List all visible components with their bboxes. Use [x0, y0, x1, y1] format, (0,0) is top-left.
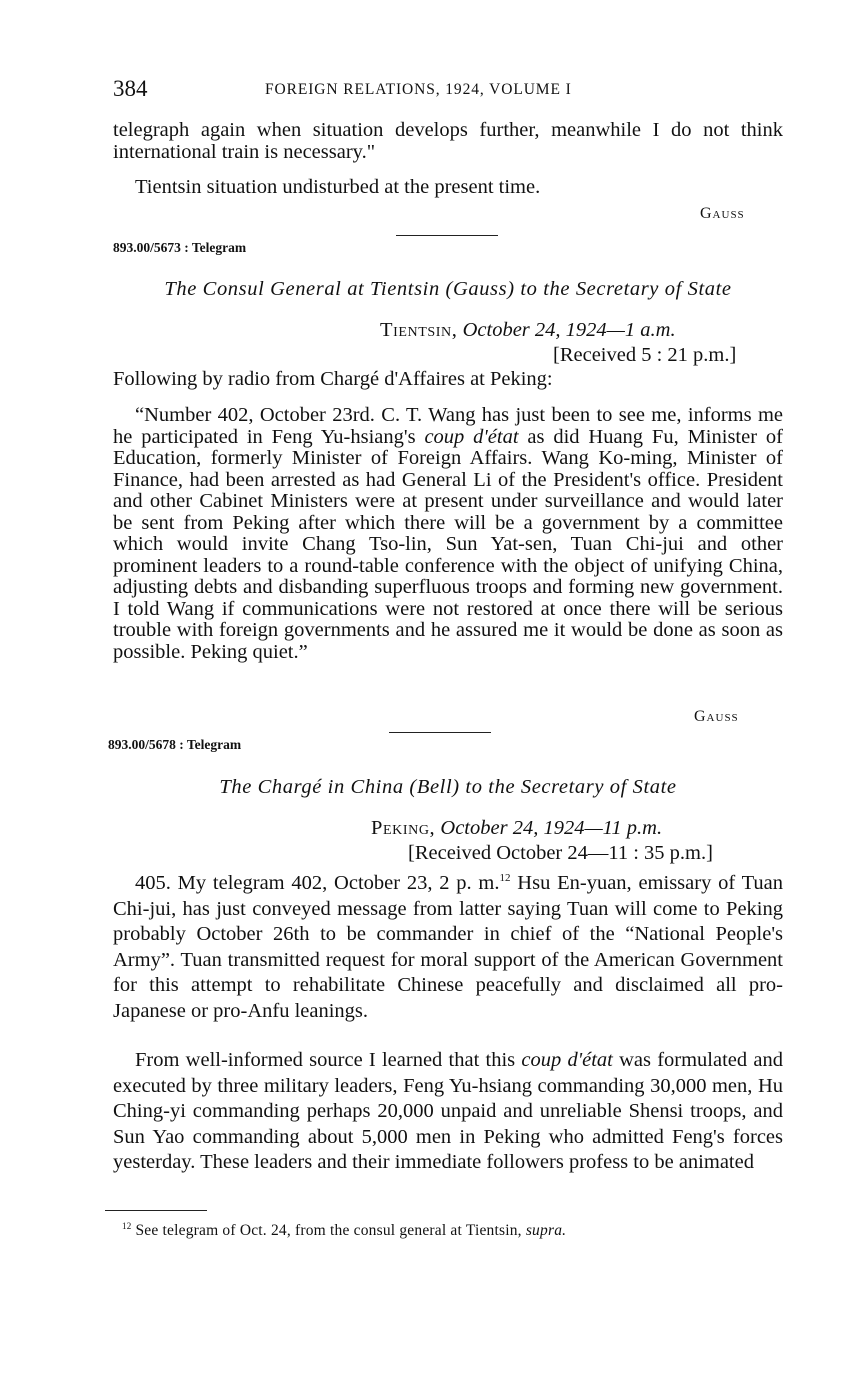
quote-emphasis: coup d'état: [424, 425, 519, 448]
heading-title: The Chargé in China: [219, 776, 404, 798]
dateline: [371, 818, 662, 840]
footnote: [122, 1222, 566, 1240]
para2-emphasis: coup d'état: [521, 1049, 613, 1071]
heading-title: The Consul General at Tientsin: [164, 278, 440, 300]
document-heading: The Consul General at Tientsin (Gauss) to the Secretary of State: [164, 278, 732, 300]
page-number: 384: [113, 76, 148, 101]
document-heading: The Chargé in China (Bell) to the Secretary of State: [219, 776, 677, 798]
tientsin-situation-line: Tientsin situation undisturbed at the present time.: [135, 176, 541, 198]
running-head: FOREIGN RELATIONS, 1924, VOLUME I: [265, 81, 572, 98]
file-number: 893.00/5678 : Telegram: [108, 737, 242, 752]
file-number: 893.00/5673 : Telegram: [113, 240, 247, 255]
received-line: [Received 5 : 21 p.m.]: [553, 344, 737, 366]
telegram-paragraph-2: [113, 1048, 783, 1176]
section-divider: [396, 235, 498, 236]
footnote-rule: [105, 1210, 207, 1211]
quoted-telegram: [113, 405, 783, 663]
section-divider: [389, 732, 491, 733]
dateline: [380, 320, 676, 342]
footnote-marker: 12: [122, 1221, 132, 1231]
quote-text-b: as did Huang Fu, Minister of Education, formerly Minister of Foreign Affairs. Wang Ko-ming, Minister of Finance, had been arrested as had General Li of the President's office. President and other Cabinet Ministers were at present under surveillance and would later be sent from Peking after which there will be a government by a committee which would invite Chang Tso-lin, Sun Yat-sen, Tuan Chi-jui and other prominent leaders to a round-table conference with the object of unifying China, adjusting debts and disbanding superfluous troops and forming new government. I told Wang if communications were not restored at once there will be serious trouble with foreign governments and he assured me it would be done as soon as possible. Peking quiet.”: [113, 425, 783, 663]
para1-text-b: Hsu En-yuan, emissary of Tuan Chi-jui, has just conveyed message from latter saying Tuan will come to Peking probably October 26th to be commander in chief of the “National People's Army”. Tuan transmitted request for moral support of the American Government for this attempt to rehabilitate Chinese peacefully and disclaimed all pro-Japanese or pro-Anfu leanings.: [113, 872, 783, 1022]
heading-rest: to the Secretary of State: [465, 776, 677, 798]
dateline-date: October 24, 1924—1 a.m.: [462, 319, 676, 341]
quote-text-a: “Number 402, October 23rd. C. T. Wang has just been to see me, informs me he participated in Feng Yu-hsiang's: [113, 404, 783, 448]
continuation-paragraph: telegraph again when situation develops further, meanwhile I do not think international train is necessary.": [113, 119, 783, 163]
telegram-paragraph-1: [113, 871, 783, 1024]
signature-gauss-1: Gauss: [700, 205, 745, 222]
dateline-place: Peking,: [371, 817, 436, 839]
para2-text-b: was formulated and executed by three military leaders, Feng Yu-hsiang commanding 30,000 men, Hu Ching-yi commanding perhaps 20,000 unpaid and unreliable Shensi troops, and Sun Yao commanding about 5,000 men in Peking who admitted Feng's forces yesterday. These leaders and their immediate followers profess to be animated: [113, 1049, 783, 1173]
heading-paren: Gauss: [452, 278, 508, 300]
footnote-ref: 12: [499, 872, 511, 884]
para1-text-a: 405. My telegram 402, October 23, 2 p. m.: [135, 872, 500, 894]
received-line: [Received October 24—11 : 35 p.m.]: [408, 842, 713, 864]
heading-paren: Bell: [416, 776, 453, 798]
signature-gauss-2: Gauss: [694, 708, 739, 725]
footnote-emphasis: supra.: [525, 1222, 567, 1239]
heading-rest: to the Secretary of State: [520, 278, 732, 300]
dateline-place: Tientsin,: [380, 319, 458, 341]
intro-line: Following by radio from Chargé d'Affaires at Peking:: [113, 368, 553, 390]
para2-text-a: From well-informed source I learned that this: [135, 1049, 522, 1071]
footnote-text: See telegram of Oct. 24, from the consul general at Tientsin,: [131, 1222, 526, 1239]
dateline-date: October 24, 1924—11 p.m.: [440, 817, 663, 839]
